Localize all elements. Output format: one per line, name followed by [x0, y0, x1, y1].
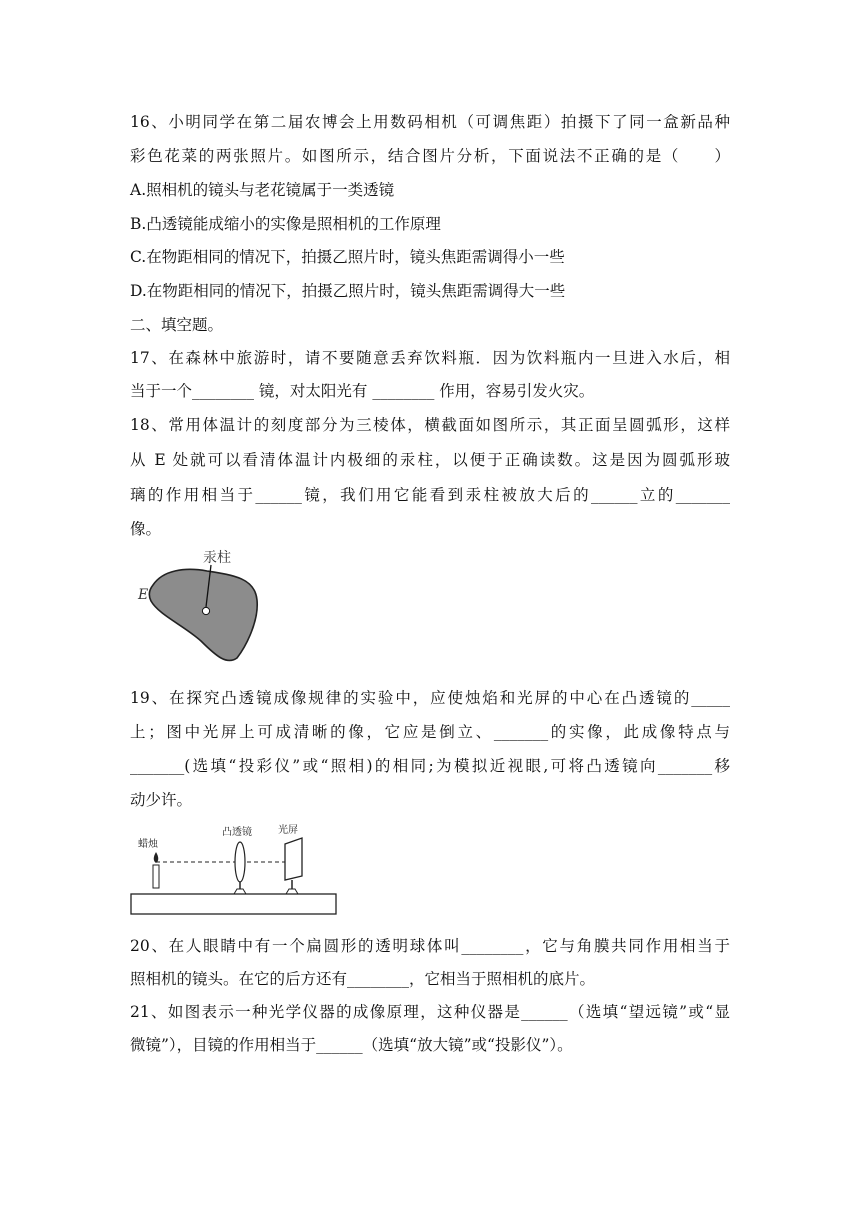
q19-line2: 上；图中光屏上可成清晰的像，它应是倒立、_______的实像，此成像特点与: [130, 723, 730, 741]
q19-line3: _______(选填“投彩仪”或“照相)的相同;为模拟近视眼,可将凸透镜向_______移: [130, 757, 730, 775]
figure-label-screen: 光屏: [278, 825, 298, 836]
glass-cross-section-shape: [149, 569, 257, 660]
q19-line4: 动少许。: [130, 791, 193, 809]
q18-line2: 从 E 处就可以看清体温计内极细的汞柱，以便于正确读数。这是因为圆弧形玻: [130, 451, 730, 469]
q21-line1: 21、如图表示一种光学仪器的成像原理，这种仪器是______（选填“望远镜”或“显: [130, 1003, 730, 1021]
optical-bench-rail: [131, 894, 336, 914]
q16-option-a: A.照相机的镜头与老花镜属于一类透镜: [130, 181, 395, 199]
q16-stem-line2: 彩色花菜的两张照片。如图所示，结合图片分析，下面说法不正确的是（ ）: [130, 147, 730, 165]
q17-line2: 当于一个________ 镜，对太阳光有 ________ 作用，容易引发火灾。: [130, 382, 595, 400]
q16-option-b: B.凸透镜能成缩小的实像是照相机的工作原理: [130, 215, 441, 233]
candle-icon: [153, 865, 159, 888]
convex-lens-icon: [235, 842, 245, 882]
q21-line2: 微镜”），目镜的作用相当于______（选填“放大镜”或“投影仪”）。: [130, 1036, 573, 1054]
q16-option-c: C.在物距相同的情况下，拍摄乙照片时，镜头焦距需调得小一些: [130, 248, 565, 266]
q17-line1: 17、在森林中旅游时，请不要随意丢弃饮料瓶．因为饮料瓶内一旦进入水后，相: [130, 349, 730, 367]
optical-bench-figure: [128, 818, 343, 918]
section-title-fill-blank: 二、填空题。: [130, 316, 224, 334]
q16-option-d: D.在物距相同的情况下，拍摄乙照片时，镜头焦距需调得大一些: [130, 282, 566, 300]
figure-label-lens: 凸透镜: [222, 827, 252, 838]
q18-line1: 18、常用体温计的刻度部分为三棱体，横截面如图所示，其正面呈圆弧形，这样: [130, 416, 730, 434]
figure-label-e: E: [138, 587, 149, 603]
candle-flame-icon: [154, 852, 159, 863]
light-screen-icon: [285, 838, 302, 880]
q18-line4: 像。: [130, 520, 162, 538]
mercury-column-dot: [202, 607, 209, 614]
screen-base: [286, 889, 298, 894]
lens-base: [234, 889, 246, 894]
q19-line1: 19、在探究凸透镜成像规律的实验中，应使烛焰和光屏的中心在凸透镜的_____: [130, 689, 730, 707]
q20-line2: 照相机的镜头。在它的后方还有________，它相当于照相机的底片。: [130, 970, 596, 988]
q18-line3: 璃的作用相当于______镜，我们用它能看到汞柱被放大后的______立的_______: [130, 486, 730, 504]
q16-stem-line1: 16、小明同学在第二届农博会上用数码相机（可调焦距）拍摄下了同一盒新品种: [130, 113, 730, 131]
figure-label-candle: 蜡烛: [138, 839, 158, 850]
figure-label-mercury: 汞柱: [203, 550, 231, 566]
q20-line1: 20、在人眼睛中有一个扁圆形的透明球体叫________，它与角膜共同作用相当于: [130, 937, 730, 955]
thermometer-cross-section-figure: [135, 545, 270, 665]
